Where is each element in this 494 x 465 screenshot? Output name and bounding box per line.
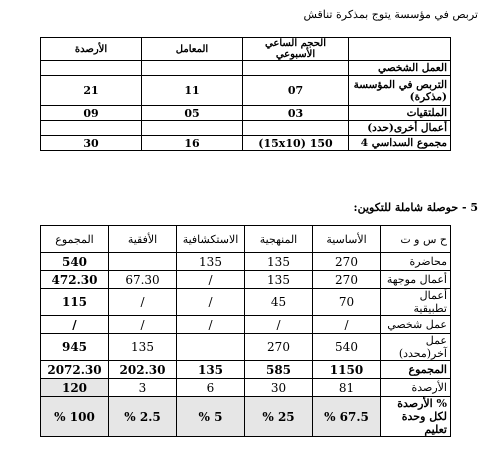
table-cell: 115 — [41, 289, 109, 316]
table-cell: 67.5 % — [313, 397, 381, 437]
table-cell: / — [109, 316, 177, 334]
table-header-cell: ح س و ت — [381, 226, 451, 253]
table-cell: / — [245, 316, 313, 334]
table-cell: 135 — [109, 334, 177, 361]
table-header-cell: الأفقية — [109, 226, 177, 253]
table-cell: / — [177, 271, 245, 289]
row-label: عمل آخر(محدد) — [381, 334, 451, 361]
table-cell: 1150 — [313, 361, 381, 379]
table-cell: 270 — [313, 253, 381, 271]
row-label: محاضرة — [381, 253, 451, 271]
table-row — [41, 121, 451, 136]
section-title: 5 - حوصلة شاملة للتكوين: — [353, 201, 478, 214]
table-cell: 135 — [177, 361, 245, 379]
semester-table — [40, 37, 451, 151]
table-cell: 70 — [313, 289, 381, 316]
table-cell: 202.30 — [109, 361, 177, 379]
table-cell: 270 — [245, 334, 313, 361]
table-cell — [41, 121, 142, 136]
table-cell: 150 (15x10) — [243, 136, 349, 151]
table-row — [41, 397, 451, 437]
table-cell — [243, 121, 349, 136]
table-cell: 05 — [142, 106, 243, 121]
table-cell — [243, 61, 349, 76]
table-cell: 135 — [245, 253, 313, 271]
row-label: أعمال موجهة — [381, 271, 451, 289]
table-row — [41, 316, 451, 334]
table-cell: 45 — [245, 289, 313, 316]
table-row — [41, 361, 451, 379]
training-summary-table — [40, 225, 451, 437]
table-cell: / — [177, 316, 245, 334]
table-row — [41, 61, 451, 76]
table-header-cell: المجموع — [41, 226, 109, 253]
table-cell: 5 % — [177, 397, 245, 437]
table-row — [41, 379, 451, 397]
row-label: المجموع — [381, 361, 451, 379]
table-cell: 25 % — [245, 397, 313, 437]
row-label: التربص في المؤسسة (مذكرة) — [349, 76, 451, 106]
row-label: مجموع السداسي 4 — [349, 136, 451, 151]
table-row — [41, 76, 451, 106]
table-header-row — [41, 226, 451, 253]
table-row — [41, 136, 451, 151]
table-cell: / — [41, 316, 109, 334]
table-cell: 270 — [313, 271, 381, 289]
table-cell: / — [109, 289, 177, 316]
table-cell: 945 — [41, 334, 109, 361]
row-label: % الأرصدة لكل وحدة تعليم — [381, 397, 451, 437]
row-label: أعمال تطبيقية — [381, 289, 451, 316]
table-header-cell: المنهجية — [245, 226, 313, 253]
row-label: أعمال أخرى(حدد) — [349, 121, 451, 136]
table-header-cell — [349, 38, 451, 61]
table-cell: 6 — [177, 379, 245, 397]
table-cell: 67.30 — [109, 271, 177, 289]
table-cell: 07 — [243, 76, 349, 106]
table-row — [41, 253, 451, 271]
table-cell: 585 — [245, 361, 313, 379]
table-row — [41, 106, 451, 121]
table-cell: 100 % — [41, 397, 109, 437]
table-header-cell: الاستكشافية — [177, 226, 245, 253]
row-label: الأرصدة — [381, 379, 451, 397]
table-cell: 120 — [41, 379, 109, 397]
table-cell: / — [177, 289, 245, 316]
table-cell: 81 — [313, 379, 381, 397]
table-cell: 21 — [41, 76, 142, 106]
table-cell: / — [313, 316, 381, 334]
table-cell: 30 — [41, 136, 142, 151]
table-cell: 540 — [41, 253, 109, 271]
table-header-cell: الحجم الساعي الأسبوعي — [243, 38, 349, 61]
table-cell — [142, 61, 243, 76]
table-cell — [142, 121, 243, 136]
table-row — [41, 334, 451, 361]
table-cell — [177, 334, 245, 361]
table-cell: 135 — [245, 271, 313, 289]
table-cell: 540 — [313, 334, 381, 361]
table-row — [41, 271, 451, 289]
table-cell: 2.5 % — [109, 397, 177, 437]
table-cell: 11 — [142, 76, 243, 106]
page-header-text: تربص في مؤسسة يتوج بمذكرة تناقش — [303, 8, 478, 21]
table-cell — [109, 253, 177, 271]
table-cell — [41, 61, 142, 76]
row-label: عمل شخصي — [381, 316, 451, 334]
table-cell: 30 — [245, 379, 313, 397]
table-header-row — [41, 38, 451, 61]
table-cell: 09 — [41, 106, 142, 121]
table-cell: 472.30 — [41, 271, 109, 289]
table-header-cell: المعامل — [142, 38, 243, 61]
table-cell: 3 — [109, 379, 177, 397]
table-header-cell: الأرصدة — [41, 38, 142, 61]
table-cell: 2072.30 — [41, 361, 109, 379]
table-cell: 03 — [243, 106, 349, 121]
table-row — [41, 289, 451, 316]
table-header-cell: الأساسية — [313, 226, 381, 253]
row-label: العمل الشخصي — [349, 61, 451, 76]
row-label: الملتقيات — [349, 106, 451, 121]
table-cell: 135 — [177, 253, 245, 271]
table-cell: 16 — [142, 136, 243, 151]
